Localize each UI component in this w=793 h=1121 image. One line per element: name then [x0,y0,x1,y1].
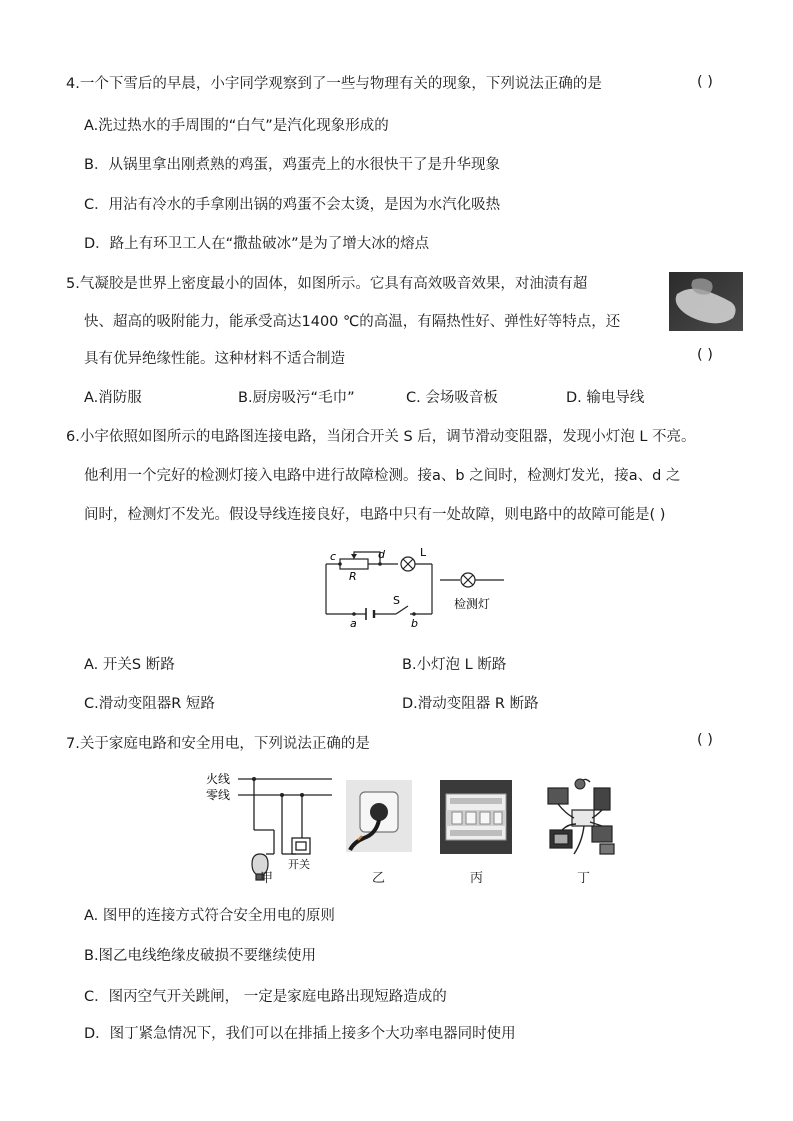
switch-label: 开关 [288,858,310,871]
q5-option-d: D. 输电导线 [566,390,645,406]
q6-option-b: B.小灯泡 L 断路 [402,657,507,673]
q7-answer-bracket: ( ) [697,732,713,748]
q7-option-c: C．图丙空气开关跳闸， 一定是家庭电路出现短路造成的 [84,989,447,1005]
figure-bing-air-breaker [440,780,512,854]
q5-stem-line-2: 快、超高的吸附能力，能承受高达1400 ℃的高温，有隔热性好、弹性好等特点，还 [84,314,621,330]
q5-option-c: C. 会场吸音板 [406,390,498,406]
caption-yi: 乙 [372,871,386,886]
q4-option-d: D．路上有环卫工人在“撒盐破冰”是为了增大冰的熔点 [84,236,430,252]
label-L: L [420,546,427,559]
q5-stem-line-1: 5.气凝胶是世界上密度最小的固体，如图所示。它具有高效吸音效果，对油渍有超 [66,276,588,292]
figure-ding-overloaded-socket [544,774,620,860]
label-a: a [350,617,357,630]
caption-ding: 丁 [577,871,591,886]
q6-stem-line-3: 间时，检测灯不发光。假设导线连接良好，电路中只有一处故障，则电路中的故障可能是( ) [84,507,666,523]
caption-jia: 甲 [260,871,274,886]
label-S: S [393,594,400,607]
label-R: R [349,570,357,583]
live-wire-label: 火线 [206,772,231,786]
circuit-diagram [318,546,518,630]
q6-stem-line-2: 他利用一个完好的检测灯接入电路中进行故障检测。接a、b 之间时，检测灯发光，接a、d 之 [84,468,681,484]
q6-option-c: C.滑动变阻器R 短路 [84,696,215,712]
q7-option-a: A. 图甲的连接方式符合安全用电的原则 [84,908,335,924]
q6-option-a: A. 开关S 断路 [84,657,175,673]
q5-option-b: B.厨房吸污“毛巾” [238,390,355,406]
q5-option-a: A.消防服 [84,390,142,406]
q4-answer-bracket: ( ) [697,74,713,90]
aerogel-photo [669,272,743,331]
q5-stem-line-3: 具有优异绝缘性能。这种材料不适合制造 [84,351,345,367]
q6-stem-line-1: 6.小宇依照如图所示的电路图连接电路，当闭合开关 S 后，调节滑动变阻器，发现小灯泡 L 不亮。 [66,429,696,445]
q4-stem: 4.一个下雪后的早晨，小宇同学观察到了一些与物理有关的现象，下列说法正确的是 [66,76,602,92]
q4-option-c: C．用沾有冷水的手拿刚出锅的鸡蛋不会太烫，是因为水汽化吸热 [84,197,501,213]
label-c: c [330,550,337,563]
label-d: d [378,548,385,561]
q6-option-d: D.滑动变阻器 R 断路 [402,696,539,712]
neutral-wire-label: 零线 [206,788,231,802]
q7-option-d: D．图丁紧急情况下，我们可以在排插上接多个大功率电器同时使用 [84,1026,516,1042]
q7-stem: 7.关于家庭电路和安全用电，下列说法正确的是 [66,736,370,752]
caption-bing: 丙 [470,871,484,886]
label-b: b [411,617,418,630]
q4-option-b: B．从锅里拿出刚煮熟的鸡蛋，鸡蛋壳上的水很快干了是升华现象 [84,157,500,173]
q7-option-b: B.图乙电线绝缘皮破损不要继续使用 [84,948,317,964]
q4-option-a: A.洗过热水的手周围的“白气”是汽化现象形成的 [84,118,389,134]
tester-lamp-label: 检测灯 [454,597,491,611]
q5-answer-bracket: ( ) [697,347,713,363]
figure-yi-damaged-cord [346,780,412,852]
